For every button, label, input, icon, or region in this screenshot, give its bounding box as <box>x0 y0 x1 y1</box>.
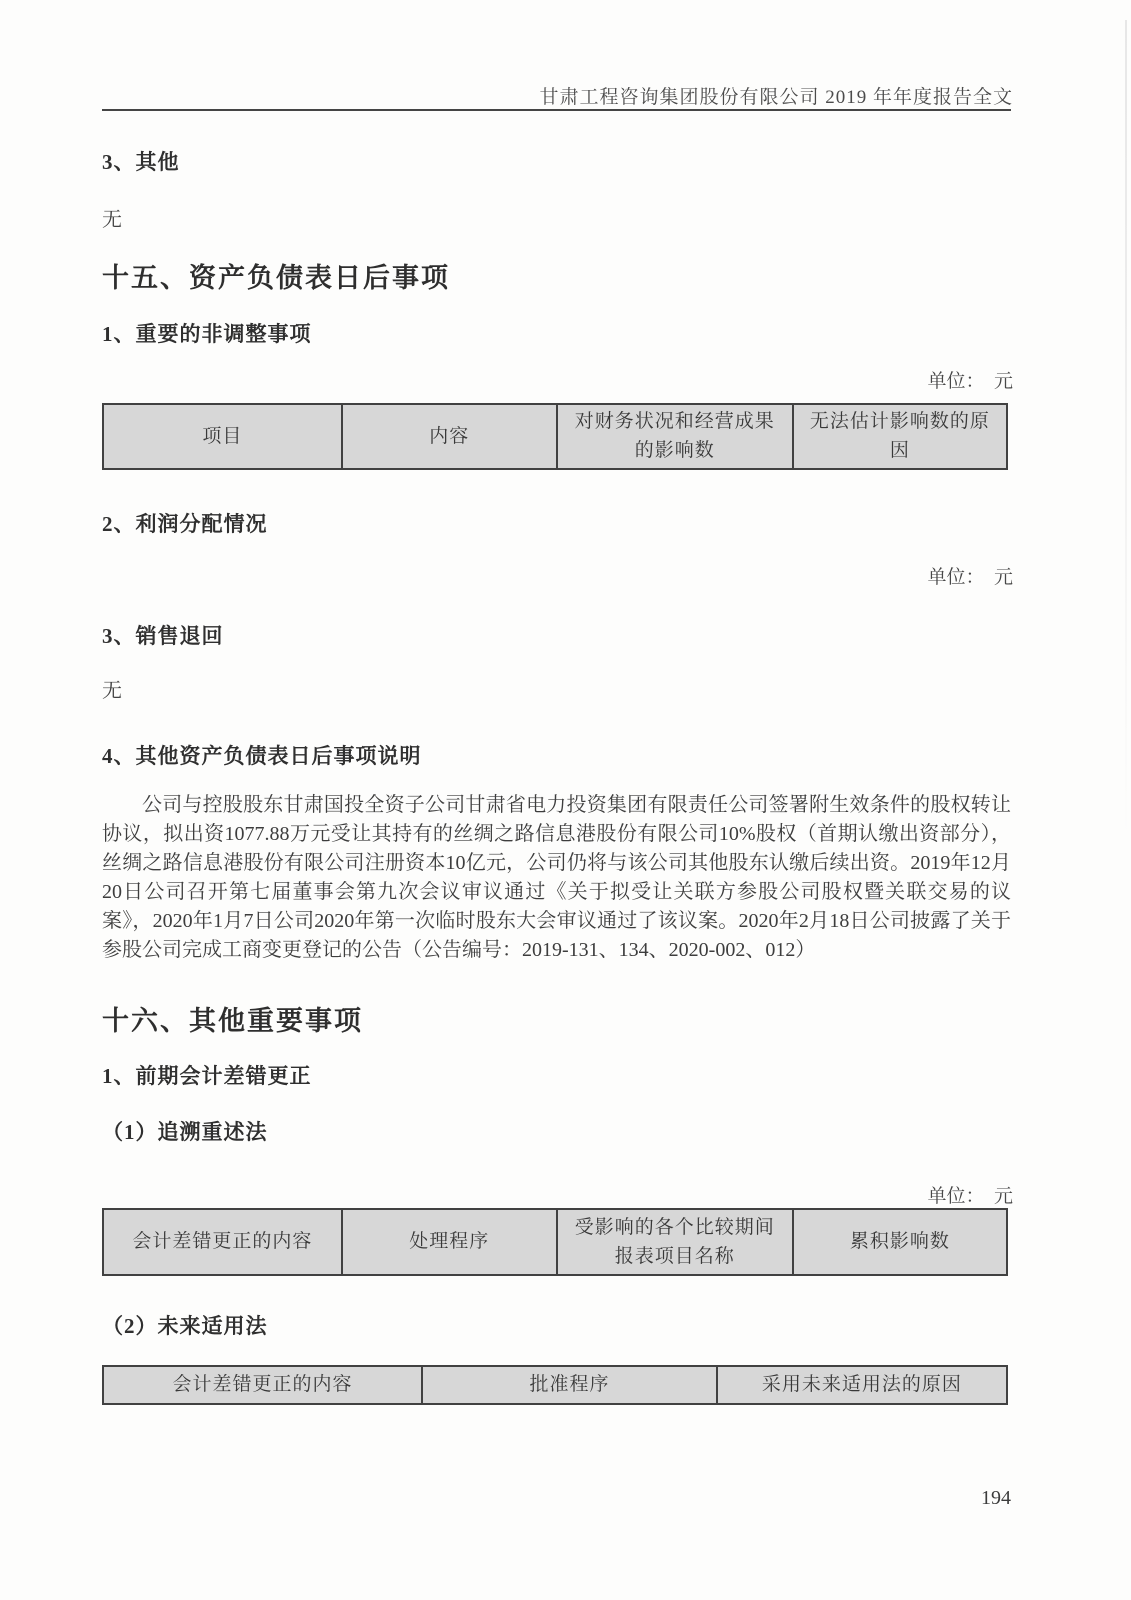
column-header: 项目 <box>103 404 342 469</box>
table-non-adjusting-events <box>102 403 1008 470</box>
unit-label-2: 单位： 元 <box>927 567 1013 588</box>
heading-15-4: 4、其他资产负债表日后事项说明 <box>102 744 422 768</box>
heading-section-16: 十六、其他重要事项 <box>102 1006 363 1036</box>
column-header: 内容 <box>342 404 557 469</box>
none-text-2: 无 <box>102 680 122 702</box>
column-header: 会计差错更正的内容 <box>103 1209 342 1275</box>
column-header: 处理程序 <box>342 1209 557 1275</box>
subsequent-events-paragraph: 公司与控股股东甘肃国投全资子公司甘肃省电力投资集团有限责任公司签署附生效条件的股权转让协议，拟出资1077.88万元受让其持有的丝绸之路信息港股份有限公司10%股权（首期认缴出资部分），丝绸之路信息港股份有限公司注册资本10亿元，公司仍将与该公司其他股东认缴后续出资。2019年12月20日公司召开第七届董事会第九次会议审议通过《关于拟受让关联方参股公司股权暨关联交易的议案》，2020年1月7日公司2020年第一次临时股东大会审议通过了该议案。2020年2月18日公司披露了关于参股公司完成工商变更登记的公告（公告编号：2019-131、134、2020-002、012） <box>102 794 1011 961</box>
table-prospective-application <box>102 1365 1008 1405</box>
column-header: 会计差错更正的内容 <box>103 1366 422 1404</box>
heading-3-other: 3、其他 <box>102 150 180 174</box>
column-header: 无法估计影响数的原因 <box>793 404 1007 469</box>
unit-label-3: 单位： 元 <box>927 1186 1013 1207</box>
heading-15-2: 2、利润分配情况 <box>102 512 268 536</box>
header-divider <box>102 109 1011 111</box>
heading-section-15: 十五、资产负债表日后事项 <box>102 263 450 293</box>
column-header: 采用未来适用法的原因 <box>717 1366 1007 1404</box>
column-header: 累积影响数 <box>793 1209 1007 1275</box>
column-header: 批准程序 <box>422 1366 717 1404</box>
scan-artifact-line <box>1125 20 1127 840</box>
none-text-1: 无 <box>102 209 122 231</box>
heading-15-1: 1、重要的非调整事项 <box>102 322 312 346</box>
page-number: 194 <box>981 1487 1011 1509</box>
heading-16-1: 1、前期会计差错更正 <box>102 1064 312 1088</box>
heading-16-1-1: （1）追溯重述法 <box>102 1120 268 1144</box>
column-header: 对财务状况和经营成果的影响数 <box>557 404 793 469</box>
table-retrospective-restatement <box>102 1208 1008 1276</box>
heading-15-3: 3、销售退回 <box>102 624 224 648</box>
unit-label-1: 单位： 元 <box>927 371 1013 392</box>
report-header-title: 甘肃工程咨询集团股份有限公司 2019 年年度报告全文 <box>539 87 1013 108</box>
heading-16-1-2: （2）未来适用法 <box>102 1314 268 1338</box>
column-header: 受影响的各个比较期间报表项目名称 <box>557 1209 793 1275</box>
